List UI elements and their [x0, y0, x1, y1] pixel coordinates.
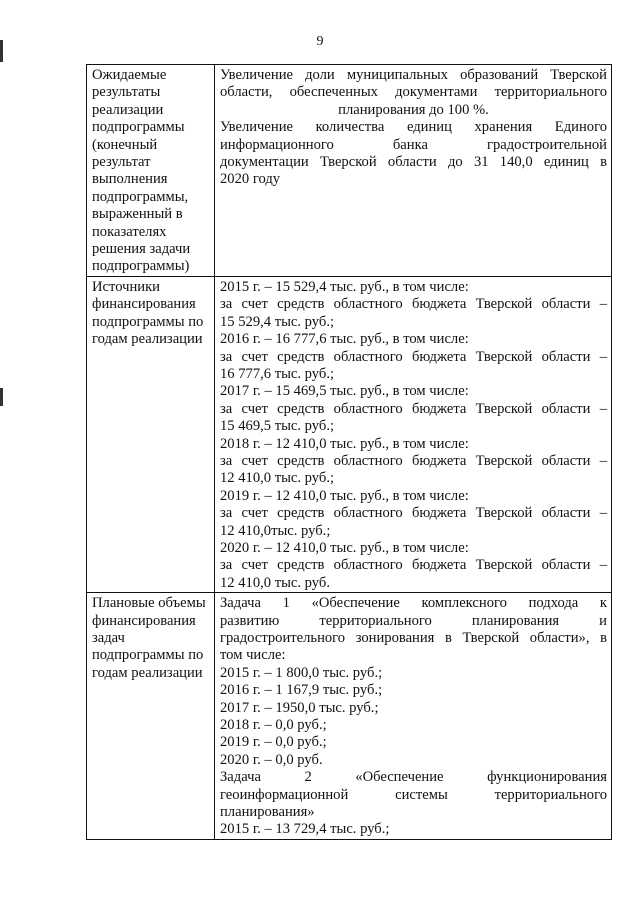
row-value-line: 2020 г. – 12 410,0 тыс. руб., в том числе:	[220, 539, 469, 556]
row-label-line: годам реализации	[92, 331, 203, 348]
row-label-line: решения задачи	[92, 241, 191, 258]
row-label-cell	[87, 276, 215, 592]
row-value-line: за счет средств областного бюджета Тверской области –	[220, 505, 607, 522]
row-label-cell	[87, 593, 215, 840]
row-value-line: Увеличение доли муниципальных образований Тверской	[220, 67, 607, 83]
row-value-line: 16 777,6 тыс. руб.;	[220, 365, 335, 382]
row-value-line: 15 469,5 тыс. руб.;	[220, 418, 335, 435]
row-value-line: за счет средств областного бюджета Тверской области –	[220, 348, 607, 365]
table-row	[87, 65, 612, 277]
row-label-line: показателях	[92, 223, 167, 240]
row-value-line: 2015 г. – 15 529,4 тыс. руб., в том числе:	[220, 278, 469, 295]
row-label-line: результаты	[92, 84, 161, 101]
row-value-line: развитию территориального планирования и	[220, 612, 607, 629]
table-row	[87, 276, 612, 592]
row-label-line: Плановые объемы	[92, 595, 206, 612]
row-value-line: Задача 2 «Обеспечение функционирования	[220, 769, 607, 786]
row-label-line: финансирования	[92, 296, 196, 313]
row-value-line: геоинформационной системы территориального	[220, 786, 607, 803]
row-label-line: выполнения	[92, 171, 168, 188]
row-value-line: 12 410,0 тыс. руб.;	[220, 470, 335, 487]
row-label-line: Источники	[92, 278, 160, 295]
row-value-line: планирования»	[220, 804, 315, 821]
row-value-line: 2018 г. – 12 410,0 тыс. руб., в том числе:	[220, 435, 469, 452]
row-value-line: за счет средств областного бюджета Тверской области –	[220, 296, 607, 313]
row-value-line: за счет средств областного бюджета Тверской области –	[220, 452, 607, 469]
row-value-line: 15 529,4 тыс. руб.;	[220, 313, 335, 330]
row-value-line: документации Тверской области до 31 140,0 единиц в	[220, 154, 607, 171]
row-value-line: 2019 г. – 0,0 руб.;	[220, 734, 327, 751]
row-value-line: 2018 г. – 0,0 руб.;	[220, 717, 327, 734]
row-label-line: Ожидаемые	[92, 67, 167, 83]
row-value-line: 2015 г. – 1 800,0 тыс. руб.;	[220, 664, 383, 681]
row-label-line: результат	[92, 154, 151, 171]
scan-edge-mark	[0, 388, 3, 406]
row-label-line: финансирования	[92, 612, 196, 629]
row-value-line: том числе:	[220, 647, 286, 664]
row-value-line: 2017 г. – 15 469,5 тыс. руб., в том числе:	[220, 383, 469, 400]
row-label-line: реализации	[92, 101, 164, 118]
row-label-line: подпрограммы,	[92, 188, 189, 205]
row-value-line: 2020 году	[220, 171, 281, 188]
row-label-line: подпрограммы по	[92, 647, 204, 664]
row-value-line: за счет средств областного бюджета Тверской области –	[220, 400, 607, 417]
row-label-cell	[87, 65, 215, 277]
row-value-line: 12 410,0тыс. руб.;	[220, 522, 331, 539]
row-label-line: подпрограммы	[92, 119, 185, 136]
row-label-line: (конечный	[92, 136, 158, 153]
page-number: 9	[316, 34, 324, 49]
row-label-line: подпрограммы по	[92, 313, 204, 330]
row-value-line: 2015 г. – 13 729,4 тыс. руб.;	[220, 821, 390, 838]
row-value-line: 2016 г. – 1 167,9 тыс. руб.;	[220, 682, 383, 699]
row-label-line: годам реализации	[92, 664, 203, 681]
table-row	[87, 593, 612, 840]
row-value-line: Задача 1 «Обеспечение комплексного подхода к	[220, 595, 607, 612]
row-value-line: 2019 г. – 12 410,0 тыс. руб., в том числе:	[220, 487, 469, 504]
row-label-line: выраженный в	[92, 206, 183, 223]
row-label-line: задач	[92, 630, 125, 646]
row-value-cell	[215, 65, 612, 277]
row-value-line: информационного банка градостроительной	[220, 136, 607, 153]
row-label-line: подпрограммы)	[92, 258, 190, 275]
row-value-line: 2017 г. – 1950,0 тыс. руб.;	[220, 699, 379, 716]
row-value-line: планирования до 100 %.	[338, 101, 489, 118]
row-value-line: Увеличение количества единиц хранения Единого	[220, 119, 607, 136]
row-value-line: 2020 г. – 0,0 руб.	[220, 751, 323, 768]
row-value-cell	[215, 276, 612, 592]
row-value-line: за счет средств областного бюджета Тверской области –	[220, 557, 607, 574]
row-value-line: градостроительного зонирования в Тверской области», в	[220, 630, 607, 646]
row-value-line: 2016 г. – 16 777,6 тыс. руб., в том числе:	[220, 331, 469, 348]
row-value-cell	[215, 593, 612, 840]
passport-table-body	[87, 65, 612, 840]
row-value-line: области, обеспеченных документами территориального	[220, 84, 607, 101]
row-value-line: 12 410,0 тыс. руб.	[220, 574, 330, 591]
passport-table	[86, 64, 612, 840]
